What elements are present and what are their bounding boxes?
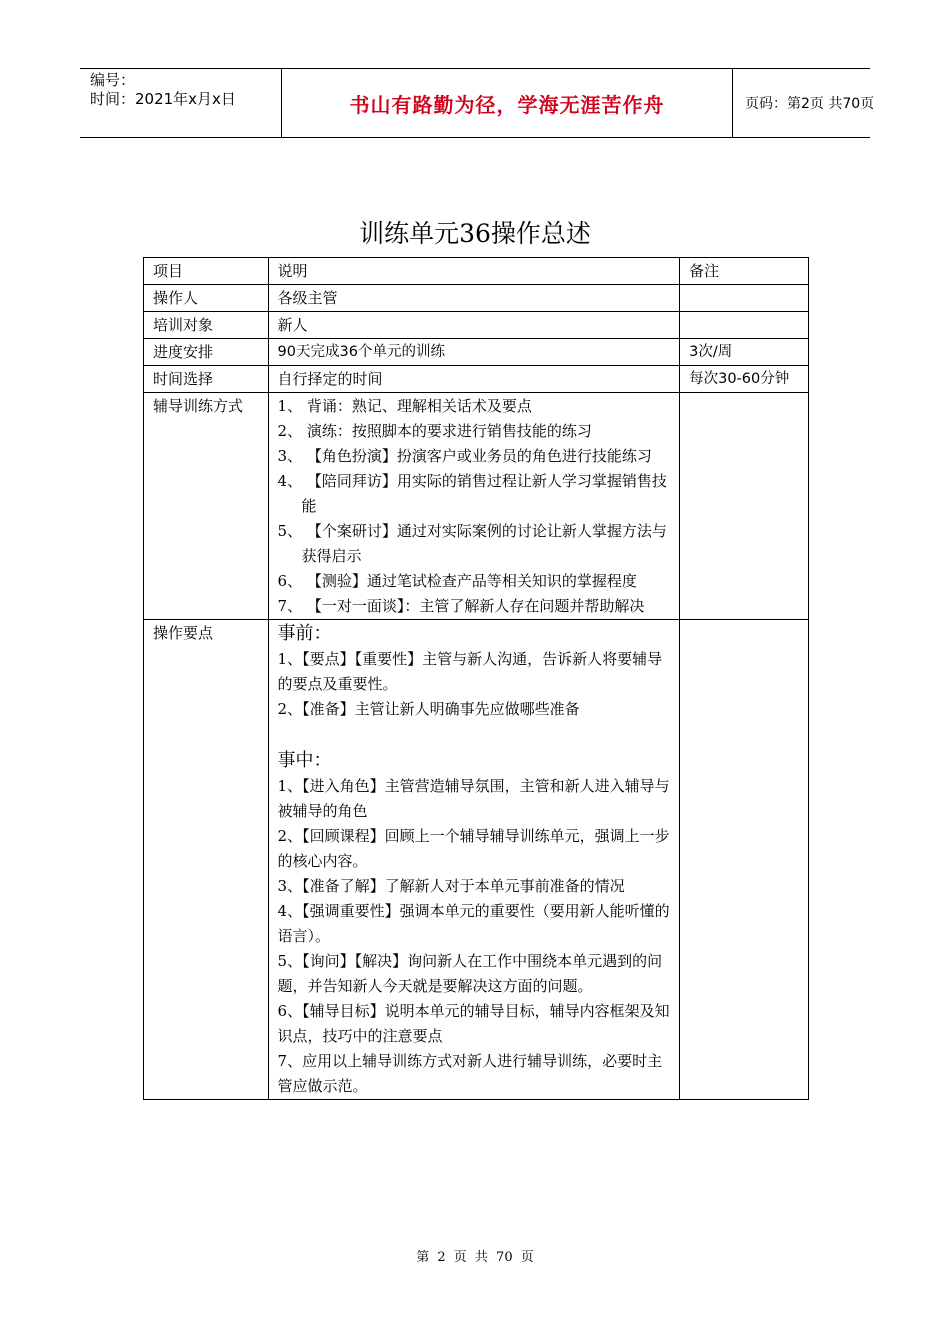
list-item: 4、 【陪同拜访】用实际的销售过程让新人学习掌握销售技能 <box>277 472 667 515</box>
row-item: 时间选择 <box>144 366 269 393</box>
list-item: 5、【询问】【解决】询问新人在工作中围绕本单元遇到的问题，并告知新人今天就是要解决这方面的问题。 <box>277 952 663 995</box>
row-desc: 90天完成36个单元的训练 <box>268 339 680 366</box>
list-item: 2、【准备】主管让新人明确事先应做哪些准备 <box>277 700 580 718</box>
points-label: 操作要点 <box>144 620 269 1100</box>
list-item: 1、 背诵：熟记、理解相关话术及要点 <box>277 397 532 415</box>
points-note <box>680 620 809 1100</box>
table-row <box>144 285 809 312</box>
list-item: 5、 【个案研讨】通过对实际案例的讨论让新人掌握方法与获得启示 <box>277 522 667 565</box>
list-item: 2、【回顾课程】回顾上一个辅导辅导训练单元，强调上一步的核心内容。 <box>277 827 670 870</box>
list-item: 1、【要点】【重要性】主管与新人沟通，告诉新人将要辅导的要点及重要性。 <box>277 650 663 693</box>
row-item: 操作人 <box>144 285 269 312</box>
header-item: 项目 <box>144 258 269 285</box>
document-header <box>80 68 875 138</box>
table-row <box>144 339 809 366</box>
methods-row <box>144 393 809 620</box>
list-item: 1、【进入角色】主管营造辅导氛围，主管和新人进入辅导与被辅导的角色 <box>277 777 670 820</box>
table-header-row <box>144 258 809 285</box>
points-row <box>144 620 809 1100</box>
header-page-info: 页码：第2页 共70页 <box>745 96 875 112</box>
methods-list <box>268 393 680 620</box>
list-item: 7、应用以上辅导训练方式对新人进行辅导训练，必要时主管应做示范。 <box>277 1052 663 1095</box>
row-note <box>680 312 809 339</box>
overview-table <box>143 257 809 1100</box>
methods-note <box>680 393 809 620</box>
list-item: 6、 【测验】通过笔试检查产品等相关知识的掌握程度 <box>277 572 637 590</box>
before-title: 事前： <box>277 623 332 644</box>
header-desc: 说明 <box>268 258 680 285</box>
row-desc: 各级主管 <box>268 285 680 312</box>
list-item: 3、【准备了解】了解新人对于本单元事前准备的情况 <box>277 877 625 895</box>
time-label: 时间：2021年x月x日 <box>90 90 236 108</box>
document-title: 训练单元36操作总述 <box>359 219 591 248</box>
points-content <box>268 620 680 1100</box>
during-title: 事中： <box>277 750 332 771</box>
methods-label: 辅导训练方式 <box>144 393 269 620</box>
list-item: 7、 【一对一面谈】：主管了解新人存在问题并帮助解决 <box>277 597 645 615</box>
row-item: 进度安排 <box>144 339 269 366</box>
header-note: 备注 <box>680 258 809 285</box>
header-motto: 书山有路勤为径，学海无涯苦作舟 <box>281 69 733 137</box>
page-footer: 第 2 页 共 70 页 <box>416 1250 534 1265</box>
row-note: 3次/周 <box>680 339 809 366</box>
row-desc: 自行择定的时间 <box>268 366 680 393</box>
row-item: 培训对象 <box>144 312 269 339</box>
row-desc: 新人 <box>268 312 680 339</box>
list-item: 4、【强调重要性】强调本单元的重要性（要用新人能听懂的语言）。 <box>277 902 670 945</box>
table-row <box>144 366 809 393</box>
number-label: 编号： <box>90 71 136 89</box>
section-spacer <box>278 722 672 748</box>
table-row <box>144 312 809 339</box>
row-note: 每次30-60分钟 <box>680 366 809 393</box>
row-note <box>680 285 809 312</box>
header-left-cell <box>80 69 281 137</box>
list-item: 3、 【角色扮演】扮演客户或业务员的角色进行技能练习 <box>277 447 652 465</box>
list-item: 2、 演练：按照脚本的要求进行销售技能的练习 <box>277 422 592 440</box>
list-item: 6、【辅导目标】说明本单元的辅导目标，辅导内容框架及知识点，技巧中的注意要点 <box>277 1002 670 1045</box>
